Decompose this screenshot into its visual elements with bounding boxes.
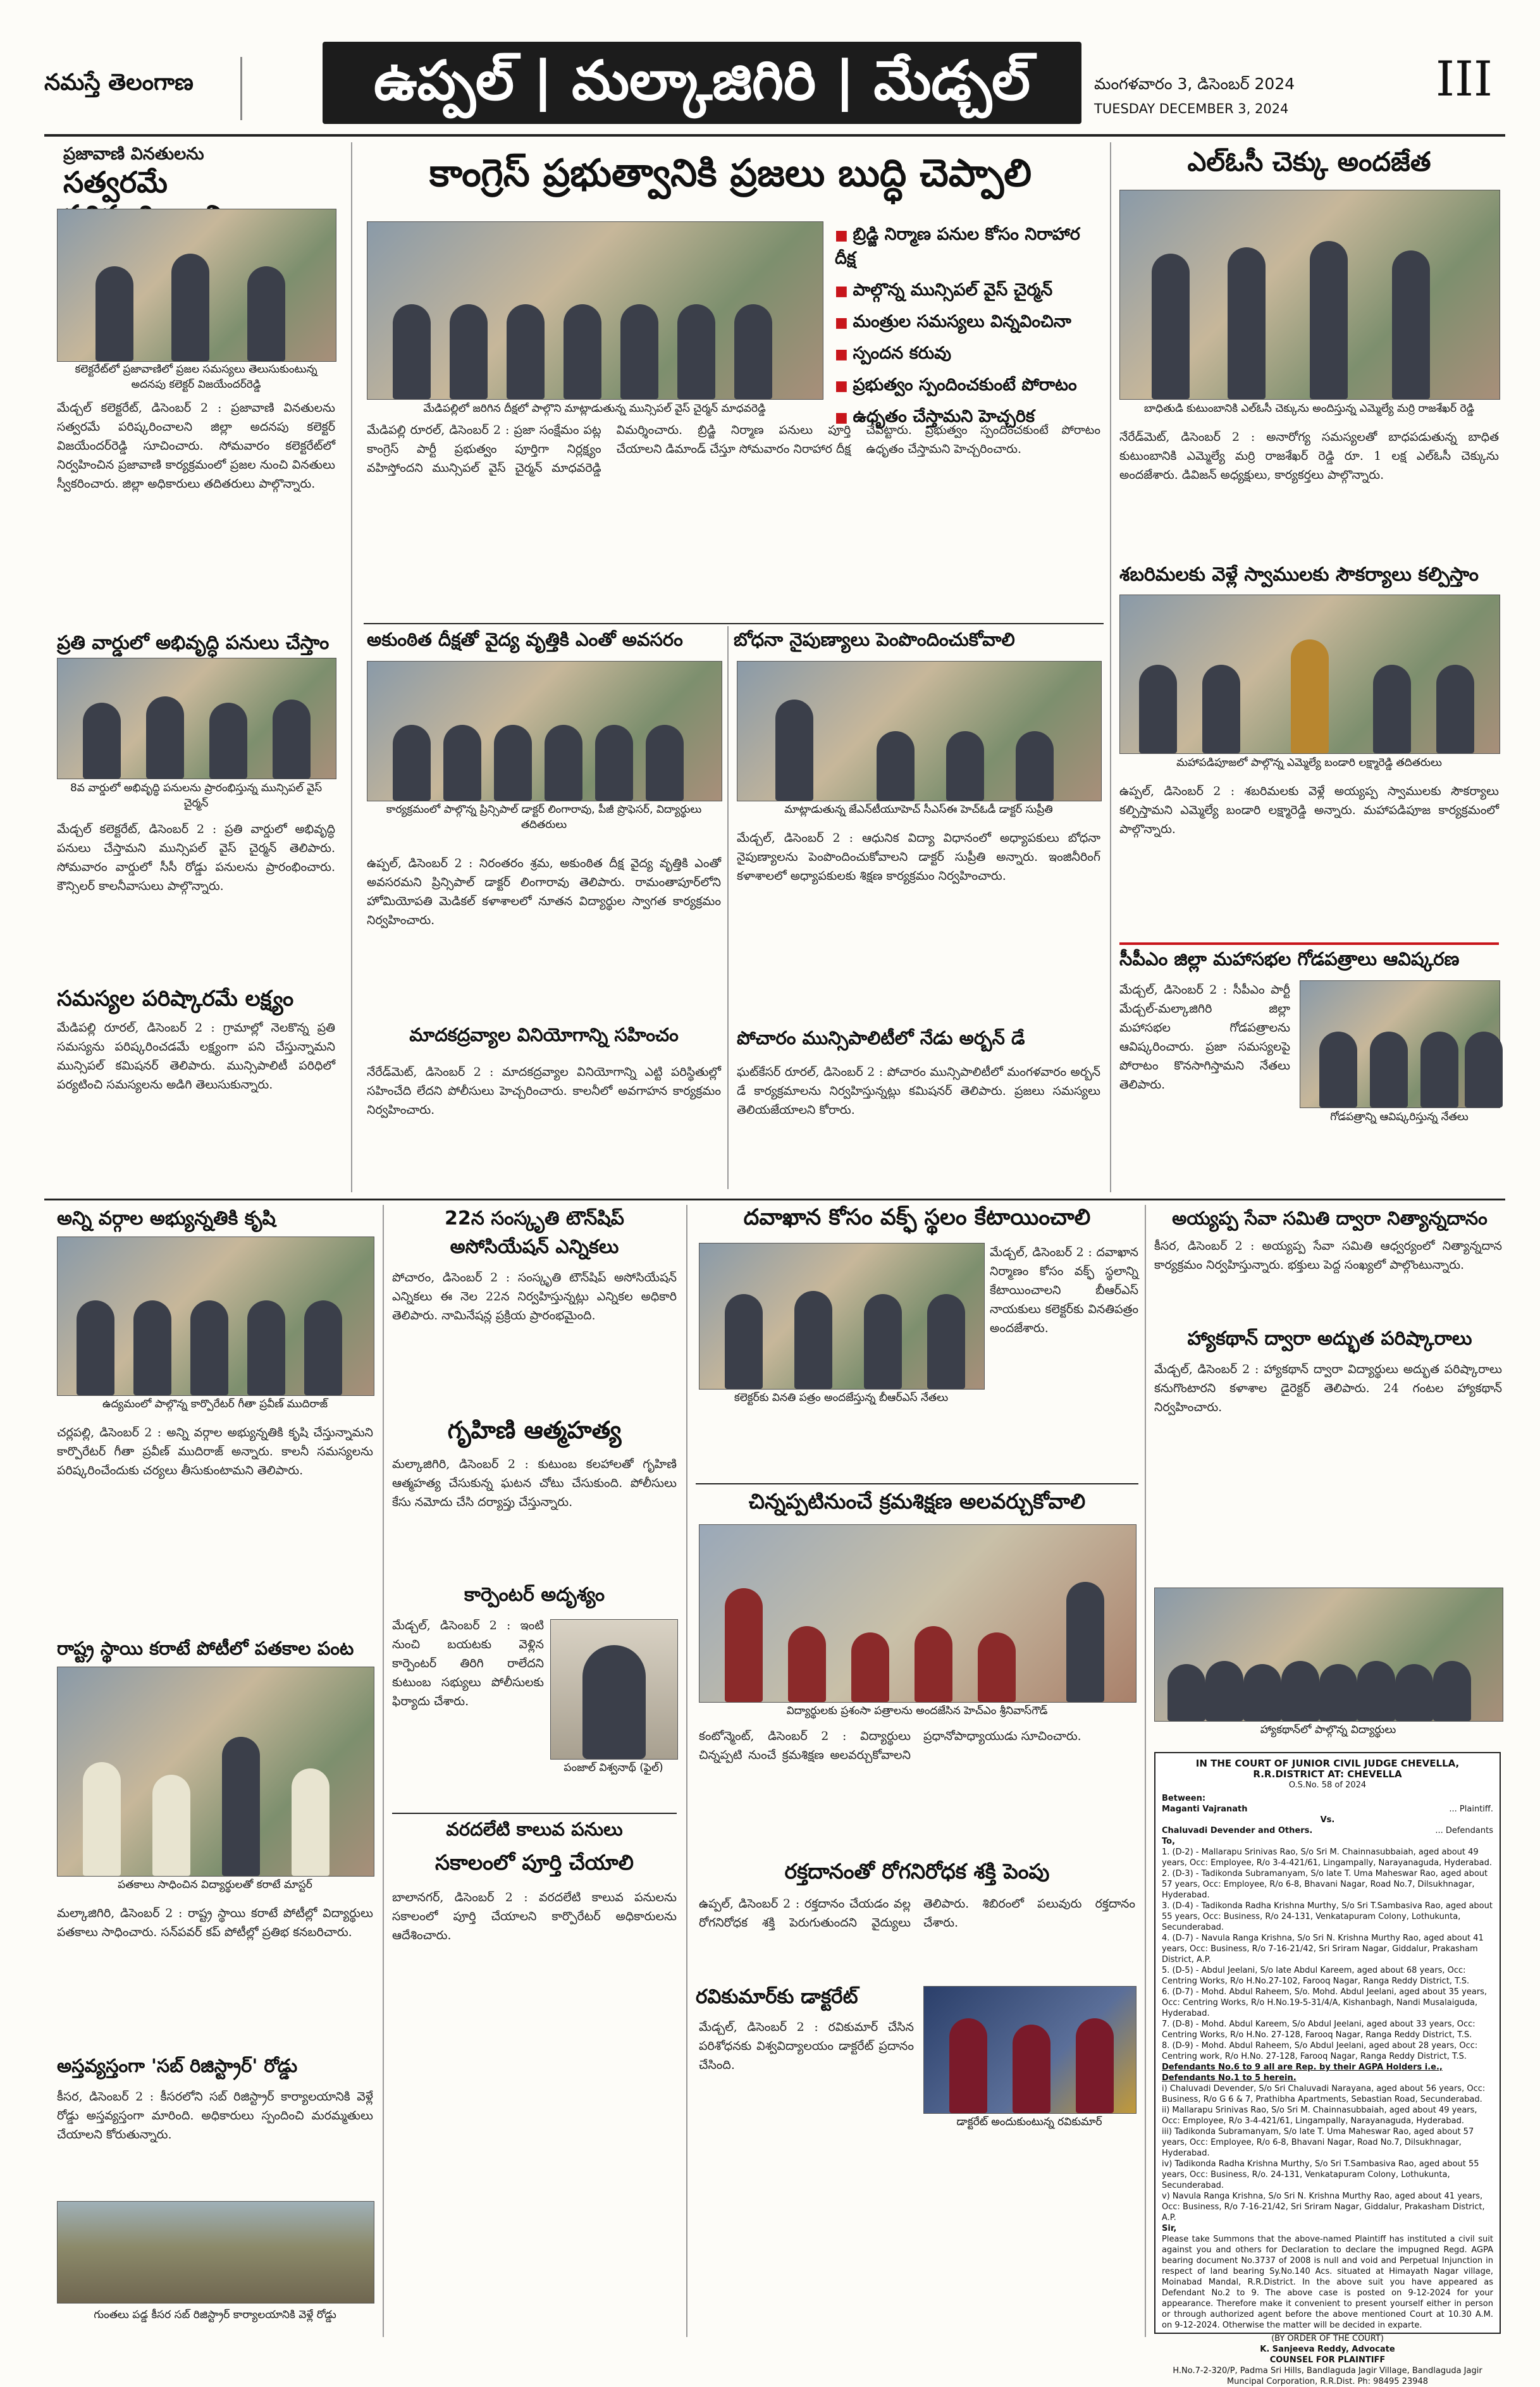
photo-loc <box>1119 190 1500 400</box>
township-article: పోచారం, డిసెంబర్ 2 : సంస్కృతి టౌన్‌షిప్ అసోసియేషన్ ఎన్నికలు ఈ నెల 22న నిర్వహిస్తున్నట్లు ఎన్నికల అధికారి తెలిపారు. నామినేషన్ల ప్రక్రియ ప్రారంభమైంది. <box>392 1271 677 1323</box>
notice-line: i) Chaluvadi Devender, S/o Sri Chaluvadi Narayana, aged about 56 years, Occ: Business, R/o G 6 & 7, Prathibha Apartments, Sebastian Road, Secunderabad. <box>1162 2084 1486 2104</box>
photo-carpenter <box>550 1619 678 1760</box>
caption-teaching: మాట్లాడుతున్న జేఎన్‌టీయూహెచ్ సీఎస్‌ఈ హెచ్‌ఓడీ డాక్టర్ సుప్రీతి <box>784 803 1053 816</box>
paper-name: నమస్తే తెలంగాణ <box>44 70 194 96</box>
col3-article1: నేరేడ్‌మెట్, డిసెంబర్ 2 : అనారోగ్య సమస్యలతో బాధపడుతున్న బాధిత కుటుంబానికి ఎమ్మెల్యే మర్రి రాజశేఖర్ రెడ్డి రూ. 1 లక్ష ఎల్‌ఓసీ చెక్కును అందజేశారు. డివిజన్ అధ్యక్షులు, కార్యకర్తలు పాల్గొన్నారు. <box>1119 430 1499 482</box>
divider-col2-inner <box>727 626 729 1189</box>
doctorate-headline: రవికుమార్‌కు డాక్టరేట్ <box>696 1985 858 2008</box>
col1-kicker: ప్రజావాణి వినతులను <box>63 144 204 164</box>
notice-line: Defendants No.6 to 9 all are Rep. by their AGPA Holders i.e., Defendants No.1 to 5 herein. <box>1162 2063 1443 2083</box>
divider-bottom-c <box>1145 1205 1146 2337</box>
sabarimala-headline: శబరిమలకు వెళ్లే స్వాములకు సౌకర్యాలు కల్పిస్తాం <box>1119 564 1479 586</box>
notice-plaintiff: Maganti Vajranath <box>1162 1804 1248 1814</box>
photo-waqf <box>699 1243 985 1390</box>
bullet-item: ■ ప్రభుత్వం స్పందించకుంటే పోరాటం <box>835 375 1100 399</box>
photo-doctorate <box>923 1986 1137 2114</box>
date-telugu: మంగళవారం 3, డిసెంబర్ 2024 <box>1094 75 1295 93</box>
photo-discipline <box>699 1524 1137 1703</box>
col1-article1: మేడ్చల్ కలెక్టరేట్, డిసెంబర్ 2 : ప్రజావాణి వినతులను సత్వరమే పరిష్కరించాలని జిల్లా అదనపు కలెక్టర్ విజయేందర్‌రెడ్డి సూచించారు. సోమవారం కలెక్టరేట్‌లో నిర్వహించిన ప్రజావాణి కార్యక్రమంలో ప్రజల నుంచి వినతులు స్వీకరించారు. జిల్లా అధికారులు తదితరులు పాల్గొన్నారు. <box>57 401 335 491</box>
carpenter-headline: కార్పెంటర్ అదృశ్యం <box>464 1584 605 1606</box>
discipline-article: కంటోన్మెంట్, డిసెంబర్ 2 : విద్యార్థులు చిన్నప్పటి నుంచే క్రమశిక్షణ అలవర్చుకోవాలని ప్రధానోపాధ్యాయుడు సూచించారు. <box>699 1729 1081 1762</box>
caption-sabarimala: మహాపడిపూజలో పాల్గొన్న ఎమ్మెల్యే బండారి లక్ష్మారెడ్డి తదితరులు <box>1176 756 1442 769</box>
notice-line: 7. (D-8) - Mohd. Abdul Kareem, S/o Abdul Jeelani, aged about 33 years, Occ: Centring Works, R/o H.No. 27-128, Farooq Nagar, Ranga Reddy District, T.S. <box>1162 2020 1475 2040</box>
notice-line: 8. (D-9) - Mohd. Abdul Raheem, S/o Abdul Jeelani, aged about 28 years, Occ: Centring work, R/o H.No. 27-128, Farooq Nagar, Ranga Reddy District, T.S. <box>1162 2041 1478 2061</box>
notice-line: 4. (D-7) - Navula Ranga Krishna, S/o Sri N. Krishna Murthy Rao, aged about 41 years, Occ: Business, R/o 7-16-21/42, Sri Sriram Nagar, Giddalur, Prakasham District, A.P. <box>1162 1934 1484 1964</box>
bullet-item: ■ మంత్రుల సమస్యలు విన్నవించినా <box>835 312 1100 336</box>
date-english: TUESDAY DECEMBER 3, 2024 <box>1094 101 1289 116</box>
notice-defendants-role: ... Defendants <box>1435 1826 1493 1835</box>
road-article: కీసర, డిసెంబర్ 2 : కీసరలోని సబ్ రిజిస్ట్రార్ కార్యాలయానికి వెళ్లే రోడ్డు అస్తవ్యస్తంగా మారింది. అధికారులు స్పందించి మరమ్మతులు చేయాలని కోరుతున్నారు. <box>57 2090 373 2142</box>
waqf-headline: దవాఖాన కోసం వక్ఫ్ స్థలం కేటాయించాలి <box>743 1205 1091 1230</box>
masthead-divider <box>240 57 242 120</box>
caption-ward: 8వ వార్డులో అభివృద్ధి పనులను ప్రారంభిస్తున్న మున్సిపల్ వైస్ చైర్మన్ <box>70 782 323 810</box>
photo-teaching <box>737 661 1102 801</box>
section-title: ఉప్పల్ | మల్కాజిగిరి | మేడ్చల్ <box>373 49 1031 113</box>
notice-line: iii) Tadikonda Subramanyam, S/o late T. Uma Maheswar Rao, aged about 57 years, Occ: Employee, R/o 6-8, Bhavani Nagar, Road No.7, Dilsukhnagar, Hyderabad. <box>1162 2127 1474 2158</box>
suicide-article: మల్కాజిగిరి, డిసెంబర్ 2 : కుటుంబ కలహాలతో గృహిణి ఆత్మహత్య చేసుకున్న ఘటన చోటు చేసుకుంది. పోలీసులు కేసు నమోదు చేసి దర్యాప్తు చేస్తున్నారు. <box>392 1457 677 1509</box>
caption-corporator: ఉద్యమంలో పాల్గొన్న కార్పొరేటర్ గీతా ప్రవీణ్ ముదిరాజ్ <box>102 1398 328 1410</box>
col3-article3: మేడ్చల్, డిసెంబర్ 2 : సీపీఎం పార్టీ మేడ్చల్-మల్కాజిగిరి జిల్లా మహాసభల గోడపత్రాలను ఆవిష్కరించారు. ప్రజా సమస్యలపై పోరాటం కొనసాగిస్తామని నేతలు తెలిపారు. <box>1119 983 1290 1092</box>
notice-line: ii) Mallarapu Srinivas Rao, S/o Sri M. Chainnasubbaiah, aged about 49 years, Occ: Employee, R/o 3-4-421/61, Lingampally, Narayanaguda, Hyderabad. <box>1162 2106 1477 2126</box>
photo-cpm <box>1300 980 1500 1108</box>
photo-prajavani <box>57 209 336 362</box>
divider-bottom-b <box>686 1205 687 2337</box>
caption-discipline: విద్యార్థులకు ప్రశంసా పత్రాలను అందజేసిన హెచ్‌ఎం శ్రీనివాస్‌గౌడ్ <box>786 1705 1048 1717</box>
karate-headline: రాష్ట్ర స్థాయి కరాటే పోటీలో పతకాల పంట <box>57 1638 354 1659</box>
photo-karate <box>57 1667 374 1877</box>
col2-article2: ఉప్పల్, డిసెంబర్ 2 : నిరంతరం శ్రమ, అకుంఠిత దీక్ష వైద్య వృత్తికి ఎంతో అవసరమని ప్రిన్సిపాల్ డాక్టర్ లింగారావు తెలిపారు. రామంతాపూర్‌లోని హోమియోపతి మెడికల్ కళాశాలలో నూతన విద్యార్థుల స్వాగత కార్యక్రమం నిర్వహించారు. <box>367 856 721 927</box>
caption-prajavani: కలెక్టరేట్‌లో ప్రజావాణిలో ప్రజల సమస్యలు తెలుసుకుంటున్న అదనపు కలెక్టర్ విజయేందర్‌రెడ్డి <box>75 363 317 391</box>
col1-article2: మేడ్చల్ కలెక్టరేట్, డిసెంబర్ 2 : ప్రతి వార్డులో అభివృద్ధి పనులు చేస్తామని మున్సిపల్ వైస్ చైర్మన్ తెలిపారు. సోమవారం వార్డులో సీసీ రోడ్డు పనులను ప్రారంభించారు. కౌన్సిలర్ కాలనీవాసులు పాల్గొన్నారు. <box>57 822 335 893</box>
notice-os-number: O.S.No. 58 of 2024 <box>1288 1780 1367 1790</box>
development-headline: అన్ని వర్గాల అభ్యున్నతికి కృషి <box>57 1207 276 1230</box>
photo-corporator <box>57 1237 374 1396</box>
main-headline: కాంగ్రెస్ ప్రభుత్వానికి ప్రజలు బుద్ధి చెప్పాలి <box>429 151 1032 195</box>
waqf-article: మేడ్చల్, డిసెంబర్ 2 : దవాఖాన నిర్మాణం కోసం వక్ఫ్ స్థలాన్ని కేటాయించాలని బీఆర్ఎస్ నాయకులు కలెక్టర్‌కు వినతిపత్రం అందజేశారు. <box>990 1245 1138 1335</box>
col2-article1: మేడిపల్లి రూరల్, డిసెంబర్ 2 : ప్రజా సంక్షేమం పట్ల కాంగ్రెస్ పార్టీ ప్రభుత్వం పూర్తిగా నిర్లక్ష్యం వహిస్తోందని మున్సిపల్ వైస్ చైర్మన్ మాధవరెడ్డి విమర్శించారు. బ్రిడ్జి నిర్మాణ పనులు పూర్తి చేయాలని డిమాండ్ చేస్తూ సోమవారం నిరాహార దీక్ష చేపట్టారు. ప్రభుత్వం స్పందించకుంటే పోరాటం ఉధృతం చేస్తామని హెచ్చరించారు. <box>367 423 1100 475</box>
loc-headline: ఎల్‌ఓసీ చెక్కు అందజేత <box>1187 146 1431 177</box>
caption-carpenter: పంజాల్ విశ్వనాథ్ (ఫైల్) <box>564 1761 663 1774</box>
notice-line: Please take Summons that the above-named Plaintiff has instituted a civil suit against you and others for Declaration to declare the impugned Regd. AGPA bearing document No.3737 of 2008 is null and void and Perpetual Injunction in respect of land bearing Sy.No.140 Acs. situated at Himayath Nagar village, Moinabad Mandal, R.R.District. In the above suit you have appeared as Defendant No.2 to 9. The above case is posted on 9-12-2024 for your appearance. Therefore make it convenient to present yourself either in person or through authorized agent before the above mentioned Court at 10.30 A.M. on 9-12-2024. Otherwise the matter will be decided in exparte. <box>1162 2235 1493 2330</box>
annadanam-article: కీసర, డిసెంబర్ 2 : అయ్యప్ప సేవా సమితి ఆధ్వర్యంలో నిత్యాన్నదాన కార్యక్రమం నిర్వహిస్తున్నారు. భక్తులు పెద్ద సంఖ్యలో పాల్గొంటున్నారు. <box>1154 1239 1502 1272</box>
photo-medical <box>367 661 722 801</box>
notice-line: 1. (D-2) - Mallarapu Srinivas Rao, S/o Sri M. Chainnasubbaiah, aged about 49 years, Occ: Employee, R/o 3-4-421/61, Lingampally, Narayanaguda, Hyderabad. <box>1162 1847 1492 1868</box>
bullet-item: ■ పాల్గొన్న మున్సిపల్ వైస్ చైర్మన్ <box>835 280 1100 304</box>
urbanday-headline: పోచారం మున్సిపాలిటీలో నేడు అర్బన్ డే <box>737 1027 1025 1049</box>
cpm-headline-bar <box>1119 942 1499 945</box>
col1-article3: మేడిపల్లి రూరల్, డిసెంబర్ 2 : గ్రామాల్లో నెలకొన్న ప్రతి సమస్యను పరిష్కరించడమే లక్ష్యంగా పని చేస్తున్నామని మున్సిపల్ కమిషనర్ తెలిపారు. మున్సిపాలిటీ పరిధిలో పర్యటించి సమస్యలను అడిగి తెలుసుకున్నారు. <box>57 1021 335 1092</box>
township-headline1: 22న సంస్కృతి టౌన్‌షిప్ <box>444 1207 624 1230</box>
caption-deeksha: మేడిపల్లిలో జరిగిన దీక్షలో పాల్గొని మాట్లాడుతున్న మున్సిపల్ వైస్ చైర్మన్ మాధవరెడ్డి <box>423 402 766 415</box>
hackathon-headline: హ్యాకథాన్ ద్వారా అద్భుత పరిష్కారాలు <box>1187 1328 1472 1350</box>
hackathon-article: మేడ్చల్, డిసెంబర్ 2 : హ్యాకథాన్ ద్వారా విద్యార్థులు అద్భుత పరిష్కారాలు కనుగొంటారని కళాశాల డైరెక్టర్ తెలిపారు. 24 గంటల హ్యాకథాన్ నిర్వహించారు. <box>1154 1362 1502 1414</box>
notice-address-1: H.No.7-2-320/P, Padma Sri Hills, Bandlaguda Jagir Village, Bandlaguda Jagir <box>1173 2366 1482 2376</box>
col2-article5: ఘట్‌కేసర్ రూరల్, డిసెంబర్ 2 : పోచారం మున్సిపాలిటీలో మంగళవారం అర్బన్ డే కార్యక్రమాలను నిర్వహిస్తున్నట్లు కమిషనర్ తెలిపారు. ప్రజలు సమస్యలు తెలియజేయాలని కోరారు. <box>737 1065 1100 1117</box>
canal-article: బాలానగర్, డిసెంబర్ 2 : వరదలేటి కాలువ పనులను సకాలంలో పూర్తి చేయాలని కార్పొరేటర్ అధికారులను ఆదేశించారు. <box>392 1890 677 1942</box>
notice-line: v) Navula Ranga Krishna, S/o Sri N. Krishna Murthy Rao, aged about 41 years, Occ: Business, R/o 7-16-21/42, Sri Sriram Nagar, Giddalur, Prakasham District, A.P. <box>1162 2192 1485 2223</box>
bullet-list <box>835 225 1100 431</box>
caption-road: గుంతలు పడ్డ కీసర సబ్ రిజిస్ట్రార్ కార్యాలయానికి వెళ్లే రోడ్డు <box>94 2309 336 2321</box>
divider-bottom-a <box>383 1205 384 2337</box>
caption-karate: పతకాలు సాధించిన విద్యార్థులతో కరాటే మాస్టర్ <box>118 1878 312 1891</box>
notice-line: iv) Tadikonda Radha Krishna Murthy, S/o Sri T.Sambasiva Rao, aged about 55 years, Occ: Business, R/o. 24-131, Venkatapuram Colony, Lothukunta, Secunderabad. <box>1162 2159 1479 2190</box>
notice-address-2: Muncipal Corporation, R.R.Dist. Ph: 98495 23948 <box>1226 2377 1429 2386</box>
col2-article4: నేరేడ్‌మెట్, డిసెంబర్ 2 : మాదకద్రవ్యాల వినియోగాన్ని ఎట్టి పరిస్థితుల్లో సహించేది లేదని పోలీసులు హెచ్చరించారు. కాలనీలో అవగాహన కార్యక్రమం నిర్వహించారు. <box>367 1065 721 1117</box>
col1-headline2: ప్రతి వార్డులో అభివృద్ధి పనులు చేస్తాం <box>57 632 330 654</box>
annadanam-headline: అయ్యప్ప సేవా సమితి ద్వారా నిత్యాన్నదానం <box>1172 1207 1488 1229</box>
notice-to: To, <box>1162 1837 1176 1846</box>
photo-sabarimala <box>1119 595 1500 754</box>
blood-headline: రక్తదానంతో రోగనిరోధక శక్తి పెంపు <box>784 1859 1050 1884</box>
development-article: చర్లపల్లి, డిసెంబర్ 2 : అన్ని వర్గాల అభ్యున్నతికి కృషి చేస్తున్నామని కార్పొరేటర్ గీతా ప్రవీణ్ ముదిరాజ్ అన్నారు. కాలనీ సమస్యలను పరిష్కరించేందుకు చర్యలు తీసుకుంటామని తెలిపారు. <box>57 1426 373 1477</box>
photo-deeksha <box>367 221 823 400</box>
canal-headline2: సకాలంలో పూర్తి చేయాలి <box>435 1850 634 1875</box>
road-headline: అస్తవ్యస్తంగా 'సబ్ రిజిస్ట్రార్' రోడ్డు <box>57 2055 298 2076</box>
caption-hackathon: హ్యాకథాన్‌లో పాల్గొన్న విద్యార్థులు <box>1260 1724 1396 1736</box>
masthead-rule <box>44 134 1505 137</box>
notice-by-order: (BY ORDER OF THE COURT) <box>1271 2334 1384 2343</box>
bullet-item: ■ ఉధృతం చేస్తామని హెచ్చరిక <box>835 407 1100 431</box>
carpenter-article: మేడ్చల్, డిసెంబర్ 2 : ఇంటి నుంచి బయటకు వెళ్లిన కార్పెంటర్ తిరిగి రాలేదని కుటుంబ సభ్యులు పోలీసులకు ఫిర్యాదు చేశారు. <box>392 1619 544 1708</box>
canal-headline1: వరదలేటి కాలువ పనులు <box>446 1818 623 1840</box>
col1-headline: సత్వరమే <box>63 165 168 199</box>
col3-article2: ఉప్పల్, డిసెంబర్ 2 : శబరిమలకు వెళ్లే అయ్యప్ప స్వాములకు సౌకర్యాలు కల్పిస్తామని ఎమ్మెల్యే బండారి లక్ష్మారెడ్డి అన్నారు. మహాపడిపూజ కార్యక్రమంలో పాల్గొన్నారు. <box>1119 784 1499 836</box>
col2-article3: మేడ్చల్, డిసెంబర్ 2 : ఆధునిక విద్యా విధానంలో అధ్యాపకులు బోధనా నైపుణ్యాలను పెంపొందించుకోవాలని డాక్టర్ సుప్రీతి అన్నారు. ఇంజినీరింగ్ కళాశాలలో అధ్యాపకులకు శిక్షణ కార్యక్రమం నిర్వహించారు. <box>737 831 1100 883</box>
medical-headline: అకుంఠిత దీక్షతో వైద్య వృత్తికి ఎంతో అవసరం <box>367 629 683 650</box>
doctorate-article: మేడ్చల్, డిసెంబర్ 2 : రవికుమార్ చేసిన పరిశోధనకు విశ్వవిద్యాలయం డాక్టరేట్ ప్రదానం చేసింది. <box>699 2020 914 2072</box>
bullet-item: ■ స్పందన కరువు <box>835 343 1100 367</box>
notice-counsel: COUNSEL FOR PLAINTIFF <box>1269 2355 1386 2365</box>
col1-headline3: సమస్యల పరిష్కారమే లక్ష్యం <box>57 986 294 1011</box>
photo-hackathon <box>1154 1588 1503 1722</box>
rule-discipline <box>696 1483 1138 1484</box>
notice-line: 2. (D-3) - Tadikonda Subramanyam, S/o late T. Uma Maheswar Rao, aged about 57 years, Occ: Employee, R/o 6-8, Bhavani Nagar, Road No.7, Dilsukhnagar, Hyderabad. <box>1162 1869 1488 1900</box>
court-notice <box>1154 1752 1501 2386</box>
photo-road <box>57 2201 374 2304</box>
discipline-headline: చిన్నప్పటినుంచే క్రమశిక్షణ అలవర్చుకోవాలి <box>748 1489 1086 1514</box>
notice-defendants: Chaluvadi Devender and Others. <box>1162 1826 1313 1835</box>
notice-title-1: IN THE COURT OF JUNIOR CIVIL JUDGE CHEVELLA, <box>1195 1758 1460 1769</box>
notice-title-2: R.R.DISTRICT AT: CHEVELLA <box>1253 1768 1402 1780</box>
caption-loc: బాధితుడి కుటుంబానికి ఎల్‌ఓసీ చెక్కును అందిస్తున్న ఎమ్మెల్యే మర్రి రాజశేఖర్ రెడ్డి <box>1143 402 1475 415</box>
caption-cpm: గోడపత్రాన్ని ఆవిష్కరిస్తున్న నేతలు <box>1330 1111 1469 1123</box>
cpm-headline: సీపీఎం జిల్లా మహాసభల గోడపత్రాలు ఆవిష్కరణ <box>1119 948 1460 970</box>
township-headline2: అసోసియేషన్ ఎన్నికలు <box>450 1236 619 1258</box>
photo-ward <box>57 658 336 779</box>
bullet-item: ■ బ్రిడ్జి నిర్మాణ పనుల కోసం నిరాహార దీక్ష <box>835 225 1100 273</box>
masthead <box>44 38 1505 133</box>
teaching-headline: బోధనా నైపుణ్యాలు పెంపొందించుకోవాలి <box>734 629 1015 650</box>
divider-col1 <box>351 142 352 1192</box>
notice-vs: Vs. <box>1320 1815 1335 1825</box>
notice-line: 5. (D-5) - Abdul Jeelani, S/o late Abdul Kareem, aged about 68 years, Occ: Centring Works, R/o H.No.27-102, Farooq Nagar, Ranga Reddy District, T.S. <box>1162 1966 1470 1986</box>
rule-col2a <box>364 623 1104 624</box>
blood-article: ఉప్పల్, డిసెంబర్ 2 : రక్తదానం చేయడం వల్ల రోగనిరోధక శక్తి పెరుగుతుందని వైద్యులు తెలిపారు. శిబిరంలో పలువురు రక్తదానం చేశారు. <box>699 1897 1135 1930</box>
notice-line: 6. (D-7) - Mohd. Abdul Raheem, S/o. Mohd. Abdul Jeelani, aged about 35 years, Occ: Centring Works, R/o H.No.19-5-31/4/A, Kishanbagh, Nandi Musalaiguda, Hyderabad. <box>1162 1987 1488 2018</box>
caption-doctorate: డాక్టరేట్ అందుకుంటున్న రవికుమార్ <box>956 2116 1102 2128</box>
suicide-headline: గృహిణి ఆత్మహత్య <box>447 1416 622 1444</box>
notice-line: 3. (D-4) - Tadikonda Radha Krishna Murthy, S/o Sri T.Sambasiva Rao, aged about 55 years, Occ: Business, R/o 24-131, Venkatapuram Colony, Lothukunta, Secunderabad. <box>1162 1901 1493 1932</box>
divider-col2 <box>1110 142 1111 1192</box>
page-number: III <box>1436 51 1493 107</box>
drugs-headline: మాదకద్రవ్యాల వినియోగాన్ని సహించం <box>409 1024 679 1045</box>
notice-between: Between: <box>1162 1794 1206 1803</box>
caption-waqf: కలెక్టర్‌కు వినతి పత్రం అందజేస్తున్న బీఆర్ఎస్ నేతలు <box>734 1391 949 1404</box>
karate-article: మల్కాజిగిరి, డిసెంబర్ 2 : రాష్ట్ర స్థాయి కరాటే పోటీల్లో విద్యార్థులు పతకాలు సాధించారు. సన్‌పవర్ కప్ పోటీల్లో ప్రతిభ కనబరిచారు. <box>57 1906 373 1939</box>
notice-advocate: K. Sanjeeva Reddy, Advocate <box>1260 2345 1395 2354</box>
notice-plaintiff-role: ... Plaintiff. <box>1449 1804 1493 1814</box>
rule-canal <box>392 1813 677 1814</box>
caption-medical: కార్యక్రమంలో పాల్గొన్న ప్రిన్సిపాల్ డాక్టర్ లింగారావు, పీజీ ప్రొఫెసర్, విద్యార్థులు తదితరులు <box>386 803 702 831</box>
notice-line: Sir, <box>1162 2224 1177 2233</box>
middle-rule <box>44 1199 1505 1200</box>
